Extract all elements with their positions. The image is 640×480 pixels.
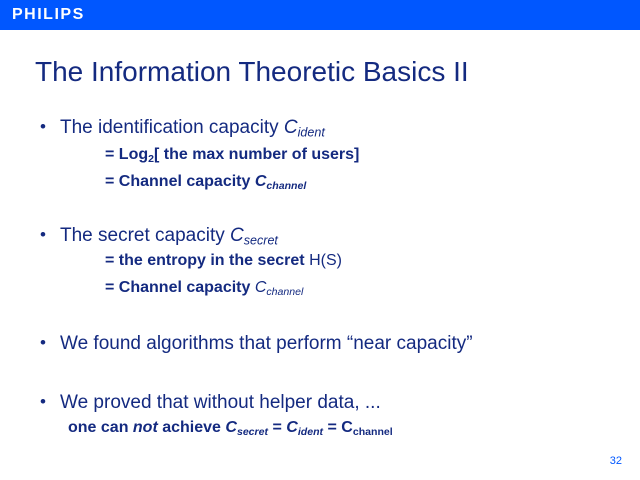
bullet-marker: • (40, 333, 46, 352)
bullet-4-text: We proved that without helper data, ... (60, 392, 381, 413)
bullet-2-subline-1 (105, 252, 342, 270)
philips-header-bar (0, 0, 640, 30)
c-ident-variable: C (286, 419, 298, 436)
entropy-text: = the entropy in the secret (105, 252, 310, 269)
bullet-marker: • (40, 225, 46, 244)
bullet-4 (40, 392, 381, 414)
channel-capacity-variable: C (254, 173, 267, 190)
bullet-2 (40, 225, 278, 248)
bullet-marker: • (40, 392, 46, 411)
page-number: 32 (609, 455, 622, 467)
channel-capacity-variable: C (254, 279, 267, 296)
bullet-2-subline-2 (105, 279, 303, 298)
bullet-4-subline (68, 419, 393, 438)
c-secret-variable: C (225, 419, 237, 436)
bullet-1-subscript: ident (297, 125, 325, 140)
bullet-3-text: We found algorithms that perform “near capacity” (60, 333, 473, 354)
achieve-text: achieve (157, 419, 226, 436)
channel-capacity-text: = Channel capacity (105, 173, 255, 190)
equals-sign: = (323, 419, 342, 436)
log-bracket-text: [ the max number of users] (153, 146, 360, 163)
bullet-2-subscript: secret (243, 233, 278, 248)
bullet-2-variable: C (230, 225, 244, 246)
bullet-1-text: The identification capacity (60, 117, 284, 138)
bullet-2-text: The secret capacity (60, 225, 231, 246)
channel-capacity-subscript: channel (266, 179, 307, 192)
bullet-1 (40, 117, 325, 140)
log-text: = Log (105, 146, 149, 163)
not-emphasis: not (132, 419, 158, 436)
philips-logo: PHILIPS (12, 6, 85, 23)
channel-capacity-text: = Channel capacity (105, 279, 255, 296)
entropy-function: H(S) (309, 252, 342, 269)
c-secret-subscript: secret (236, 425, 269, 438)
c-channel-subscript: channel (352, 425, 393, 438)
equals-sign: = (268, 419, 287, 436)
bullet-1-subline-2 (105, 173, 306, 192)
channel-capacity-subscript: channel (266, 285, 304, 298)
one-can-text: one can (68, 419, 133, 436)
log-base-subscript: 2 (148, 152, 154, 165)
c-ident-subscript: ident (297, 425, 324, 438)
bullet-1-subline-1 (105, 146, 359, 165)
c-channel-variable: C (341, 419, 353, 436)
bullet-marker: • (40, 117, 46, 136)
slide-title: The Information Theoretic Basics II (35, 56, 469, 87)
bullet-1-variable: C (283, 117, 298, 138)
bullet-3 (40, 333, 473, 355)
